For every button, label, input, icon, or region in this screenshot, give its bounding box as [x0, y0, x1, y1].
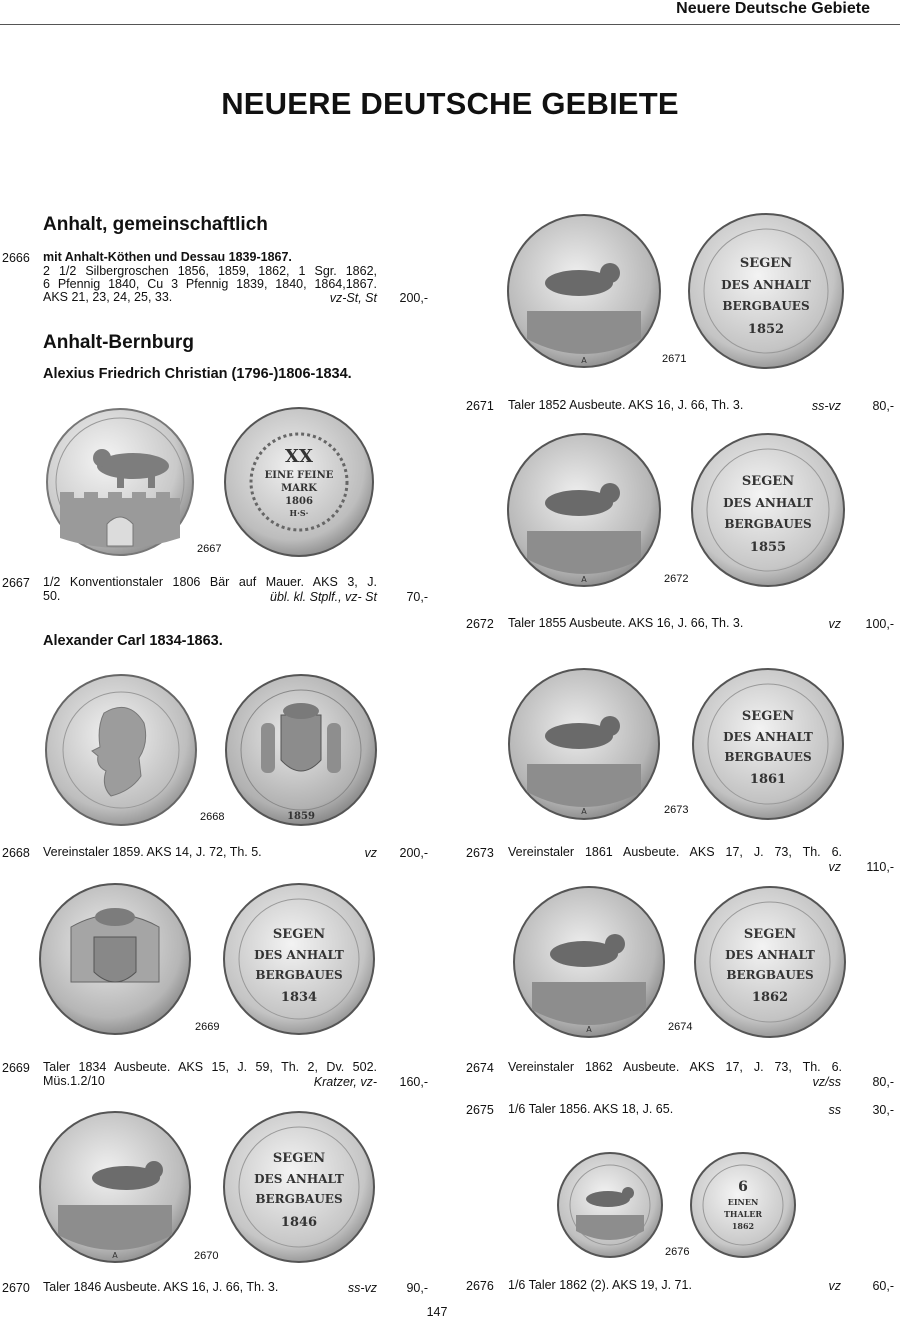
coin-text: DES ANHALT — [723, 496, 813, 510]
coin-text: BERGBAUES — [726, 968, 814, 982]
lot-price: 90,- — [406, 1281, 428, 1295]
lot-grade: ss-vz — [811, 399, 841, 413]
coin-image-obverse — [507, 211, 662, 371]
mint-mark: A — [586, 1025, 592, 1034]
coin-text: DES ANHALT — [725, 948, 815, 962]
coin-image-obverse — [512, 884, 666, 1040]
coin-image-obverse — [556, 1151, 664, 1259]
lot-description: Taler 1846 Ausbeute. AKS 16, J. 66, Th. 3. — [43, 1280, 279, 1294]
coin-text: BERGBAUES — [255, 968, 343, 982]
coin-image-obverse — [36, 882, 194, 1036]
coin-image-reverse — [223, 406, 375, 558]
lot-description: 1/6 Taler 1862 (2). AKS 19, J. 71. — [508, 1278, 692, 1292]
coin-text: EINEN — [727, 1197, 759, 1207]
lot-description: Müs.1.2/10 — [43, 1074, 105, 1088]
coin-image-reverse — [220, 1110, 378, 1265]
lot-number: 2675 — [466, 1103, 494, 1117]
lot-number: 2668 — [2, 846, 30, 860]
lot-description: 2 1/2 Silbergroschen 1856, 1859, 1862, 1 Sgr. 1862, — [43, 264, 377, 278]
coin-year: 1862 — [751, 990, 789, 1005]
lot-grade: Kratzer, vz- — [313, 1075, 377, 1089]
coin-text: EINE FEINE — [264, 470, 334, 481]
mint-mark: A — [112, 1251, 118, 1260]
mint-mark: A — [581, 356, 587, 365]
section-heading-anhalt-gem: Anhalt, gemeinschaftlich — [43, 214, 268, 235]
coin-text: BERGBAUES — [724, 750, 812, 764]
lot-description: Taler 1834 Ausbeute. AKS 15, J. 59, Th. 2, Dv. 502. — [43, 1060, 377, 1074]
lot-number: 2673 — [466, 846, 494, 860]
coin-lot-label: 2670 — [194, 1250, 219, 1262]
lot-number: 2667 — [2, 576, 30, 590]
coin-image-reverse — [689, 1151, 797, 1259]
coin-text: SEGEN — [743, 927, 797, 942]
coin-image-reverse — [685, 211, 847, 371]
mint-mark: A — [581, 575, 587, 584]
lot-grade: vz — [364, 846, 377, 860]
coin-text: SEGEN — [741, 474, 795, 489]
coin-text: DES ANHALT — [723, 730, 813, 744]
coin-image-obverse — [507, 666, 662, 822]
coin-text: DES ANHALT — [254, 948, 344, 962]
lot-price: 200,- — [399, 846, 428, 860]
lot-number: 2676 — [466, 1279, 494, 1293]
coin-lot-label: 2667 — [197, 543, 222, 555]
lot-price: 200,- — [399, 291, 428, 305]
lot-grade: vz-St, St — [329, 291, 377, 305]
coin-text: H·S· — [289, 508, 309, 518]
lot-description: Vereinstaler 1862 Ausbeute. AKS 17, J. 73, Th. 6. — [508, 1060, 842, 1074]
lot-number: 2674 — [466, 1061, 494, 1075]
coin-year: 1852 — [747, 322, 785, 337]
lot-description: 1/6 Taler 1856. AKS 18, J. 65. — [508, 1102, 674, 1116]
lot-price: 60,- — [872, 1279, 894, 1293]
coin-image-obverse — [36, 1110, 194, 1265]
lot-grade: übl. kl. Stplf., vz- St — [270, 590, 377, 604]
coin-image-reverse — [689, 431, 847, 590]
lot-description: 1/2 Konventionstaler 1806 Bär auf Mauer. AKS 3, J. — [43, 575, 377, 589]
coin-year: 1834 — [280, 990, 318, 1005]
lot-description: AKS 21, 23, 24, 25, 33. — [43, 290, 173, 304]
lot-price: 110,- — [866, 860, 894, 874]
lot-description-title: mit Anhalt-Köthen und Dessau 1839-1867. — [43, 250, 292, 264]
coin-text: BERGBAUES — [724, 517, 812, 531]
lot-grade: ss-vz — [347, 1281, 377, 1295]
lot-grade: vz — [828, 617, 841, 631]
coin-year: 1862 — [731, 1221, 755, 1231]
coin-lot-label: 2673 — [664, 804, 689, 816]
ruler-heading: Alexius Friedrich Christian (1796-)1806-1834. — [43, 366, 352, 382]
lot-price: 80,- — [872, 1075, 894, 1089]
coin-denomination: 6 — [738, 1179, 748, 1195]
coin-text: THALER — [723, 1209, 763, 1219]
running-title: Neuere Deutsche Gebiete — [676, 0, 870, 17]
lot-number: 2669 — [2, 1061, 30, 1075]
page-title: NEUERE DEUTSCHE GEBIETE — [221, 86, 679, 121]
coin-year: 1846 — [280, 1215, 318, 1230]
lot-description: 6 Pfennig 1840, Cu 3 Pfennig 1839, 1840, 1864,1867. — [43, 277, 377, 291]
coin-image-reverse — [225, 673, 378, 828]
lot-grade: vz — [828, 860, 841, 874]
coin-image-reverse — [693, 884, 848, 1040]
lot-grade: vz/ss — [812, 1075, 841, 1089]
lot-price: 30,- — [872, 1103, 894, 1117]
coin-text: SEGEN — [739, 256, 793, 271]
lot-number: 2670 — [2, 1281, 30, 1295]
ruler-heading: Alexander Carl 1834-1863. — [43, 633, 223, 649]
lot-description: 50. — [43, 589, 61, 603]
coin-year: 1859 — [287, 811, 315, 822]
lot-description: Vereinstaler 1861 Ausbeute. AKS 17, J. 73, Th. 6. — [508, 845, 842, 859]
coin-text: BERGBAUES — [255, 1192, 343, 1206]
coin-text: SEGEN — [741, 709, 795, 724]
lot-grade: ss — [828, 1103, 841, 1117]
coin-image-reverse — [689, 666, 847, 822]
coin-image-obverse — [44, 673, 199, 828]
lot-description: Vereinstaler 1859. AKS 14, J. 72, Th. 5. — [43, 845, 262, 859]
coin-lot-label: 2676 — [665, 1246, 690, 1258]
coin-year: 1855 — [749, 540, 787, 555]
coin-lot-label: 2674 — [668, 1021, 693, 1033]
lot-number: 2672 — [466, 617, 494, 631]
lot-number: 2671 — [466, 399, 494, 413]
coin-text: DES ANHALT — [721, 278, 811, 292]
coin-text: MARK — [281, 483, 317, 494]
coin-image-obverse — [507, 431, 662, 590]
coin-text: SEGEN — [272, 1151, 326, 1166]
mint-mark: A — [581, 807, 587, 816]
coin-lot-label: 2668 — [200, 811, 225, 823]
coin-lot-label: 2669 — [195, 1021, 220, 1033]
lot-grade: vz — [828, 1279, 841, 1293]
coin-text: SEGEN — [272, 927, 326, 942]
lot-number: 2666 — [2, 251, 30, 265]
section-heading-anhalt-bernburg: Anhalt-Bernburg — [43, 332, 194, 353]
coin-year: 1861 — [749, 772, 787, 787]
lot-description: Taler 1852 Ausbeute. AKS 16, J. 66, Th. 3. — [508, 398, 744, 412]
coin-image-reverse — [220, 882, 378, 1036]
lot-price: 70,- — [406, 590, 428, 604]
lot-price: 80,- — [872, 399, 894, 413]
coin-lot-label: 2672 — [664, 573, 689, 585]
lot-price: 100,- — [865, 617, 894, 631]
coin-text: BERGBAUES — [722, 299, 810, 313]
coin-denomination: XX — [285, 446, 313, 467]
coin-image-obverse — [45, 406, 195, 558]
lot-description: Taler 1855 Ausbeute. AKS 16, J. 66, Th. 3. — [508, 616, 744, 630]
coin-year: 1806 — [285, 496, 313, 507]
page-number: 147 — [426, 1305, 448, 1319]
lot-price: 160,- — [399, 1075, 428, 1089]
coin-lot-label: 2671 — [662, 353, 687, 365]
coin-text: DES ANHALT — [254, 1172, 344, 1186]
